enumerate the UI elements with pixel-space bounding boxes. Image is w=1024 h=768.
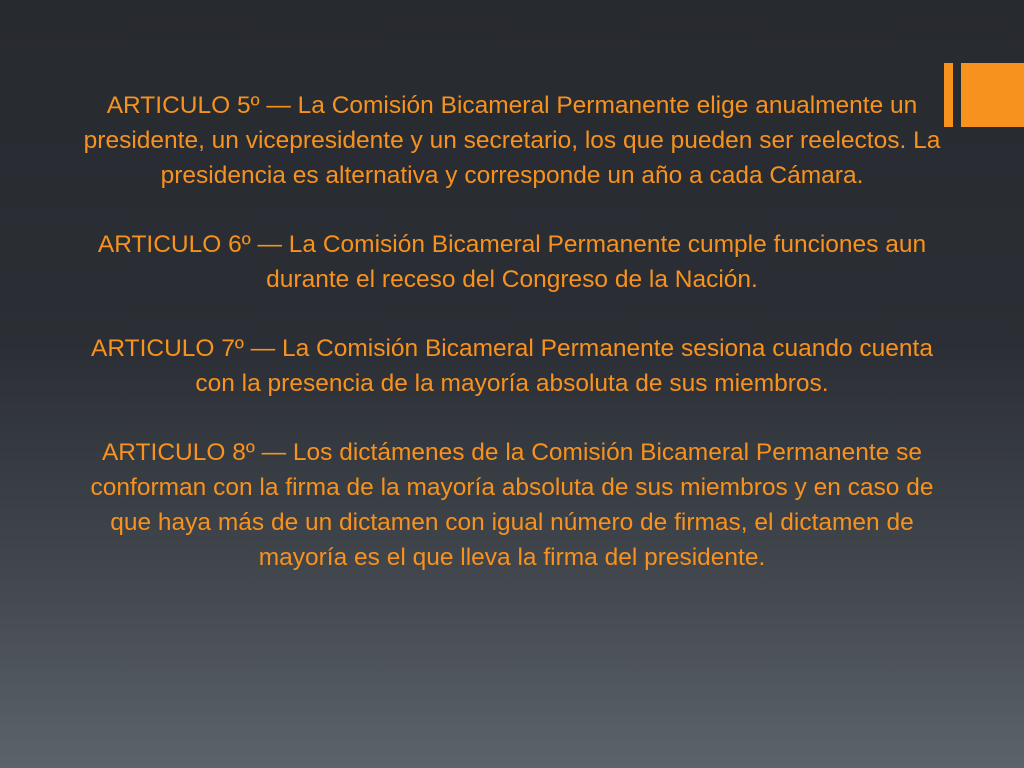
slide-body [70, 88, 954, 609]
accent-bars-decoration [944, 63, 1024, 127]
article-7-paragraph: ARTICULO 7º — La Comisión Bicameral Permanente sesiona cuando cuenta con la presencia de la mayoría absoluta de sus miembros. [91, 335, 933, 397]
article-5-paragraph: ARTICULO 5º — La Comisión Bicameral Permanente elige anualmente un presidente, un vicepresidente y un secretario, los que pueden ser reelectos. La presidencia es alternativa y corresponde un año a cada Cámara. [83, 92, 941, 189]
accent-bar-wide [961, 63, 1024, 127]
article-8-paragraph: ARTICULO 8º — Los dictámenes de la Comisión Bicameral Permanente se conforman con la firma de la mayoría absoluta de sus miembros y en caso de que haya más de un dictamen con igual número de firmas, el dictamen de mayoría es el que lleva la firma del presidente. [90, 439, 934, 571]
article-6-paragraph: ARTICULO 6º — La Comisión Bicameral Permanente cumple funciones aun durante el receso del Congreso de la Nación. [97, 231, 927, 293]
